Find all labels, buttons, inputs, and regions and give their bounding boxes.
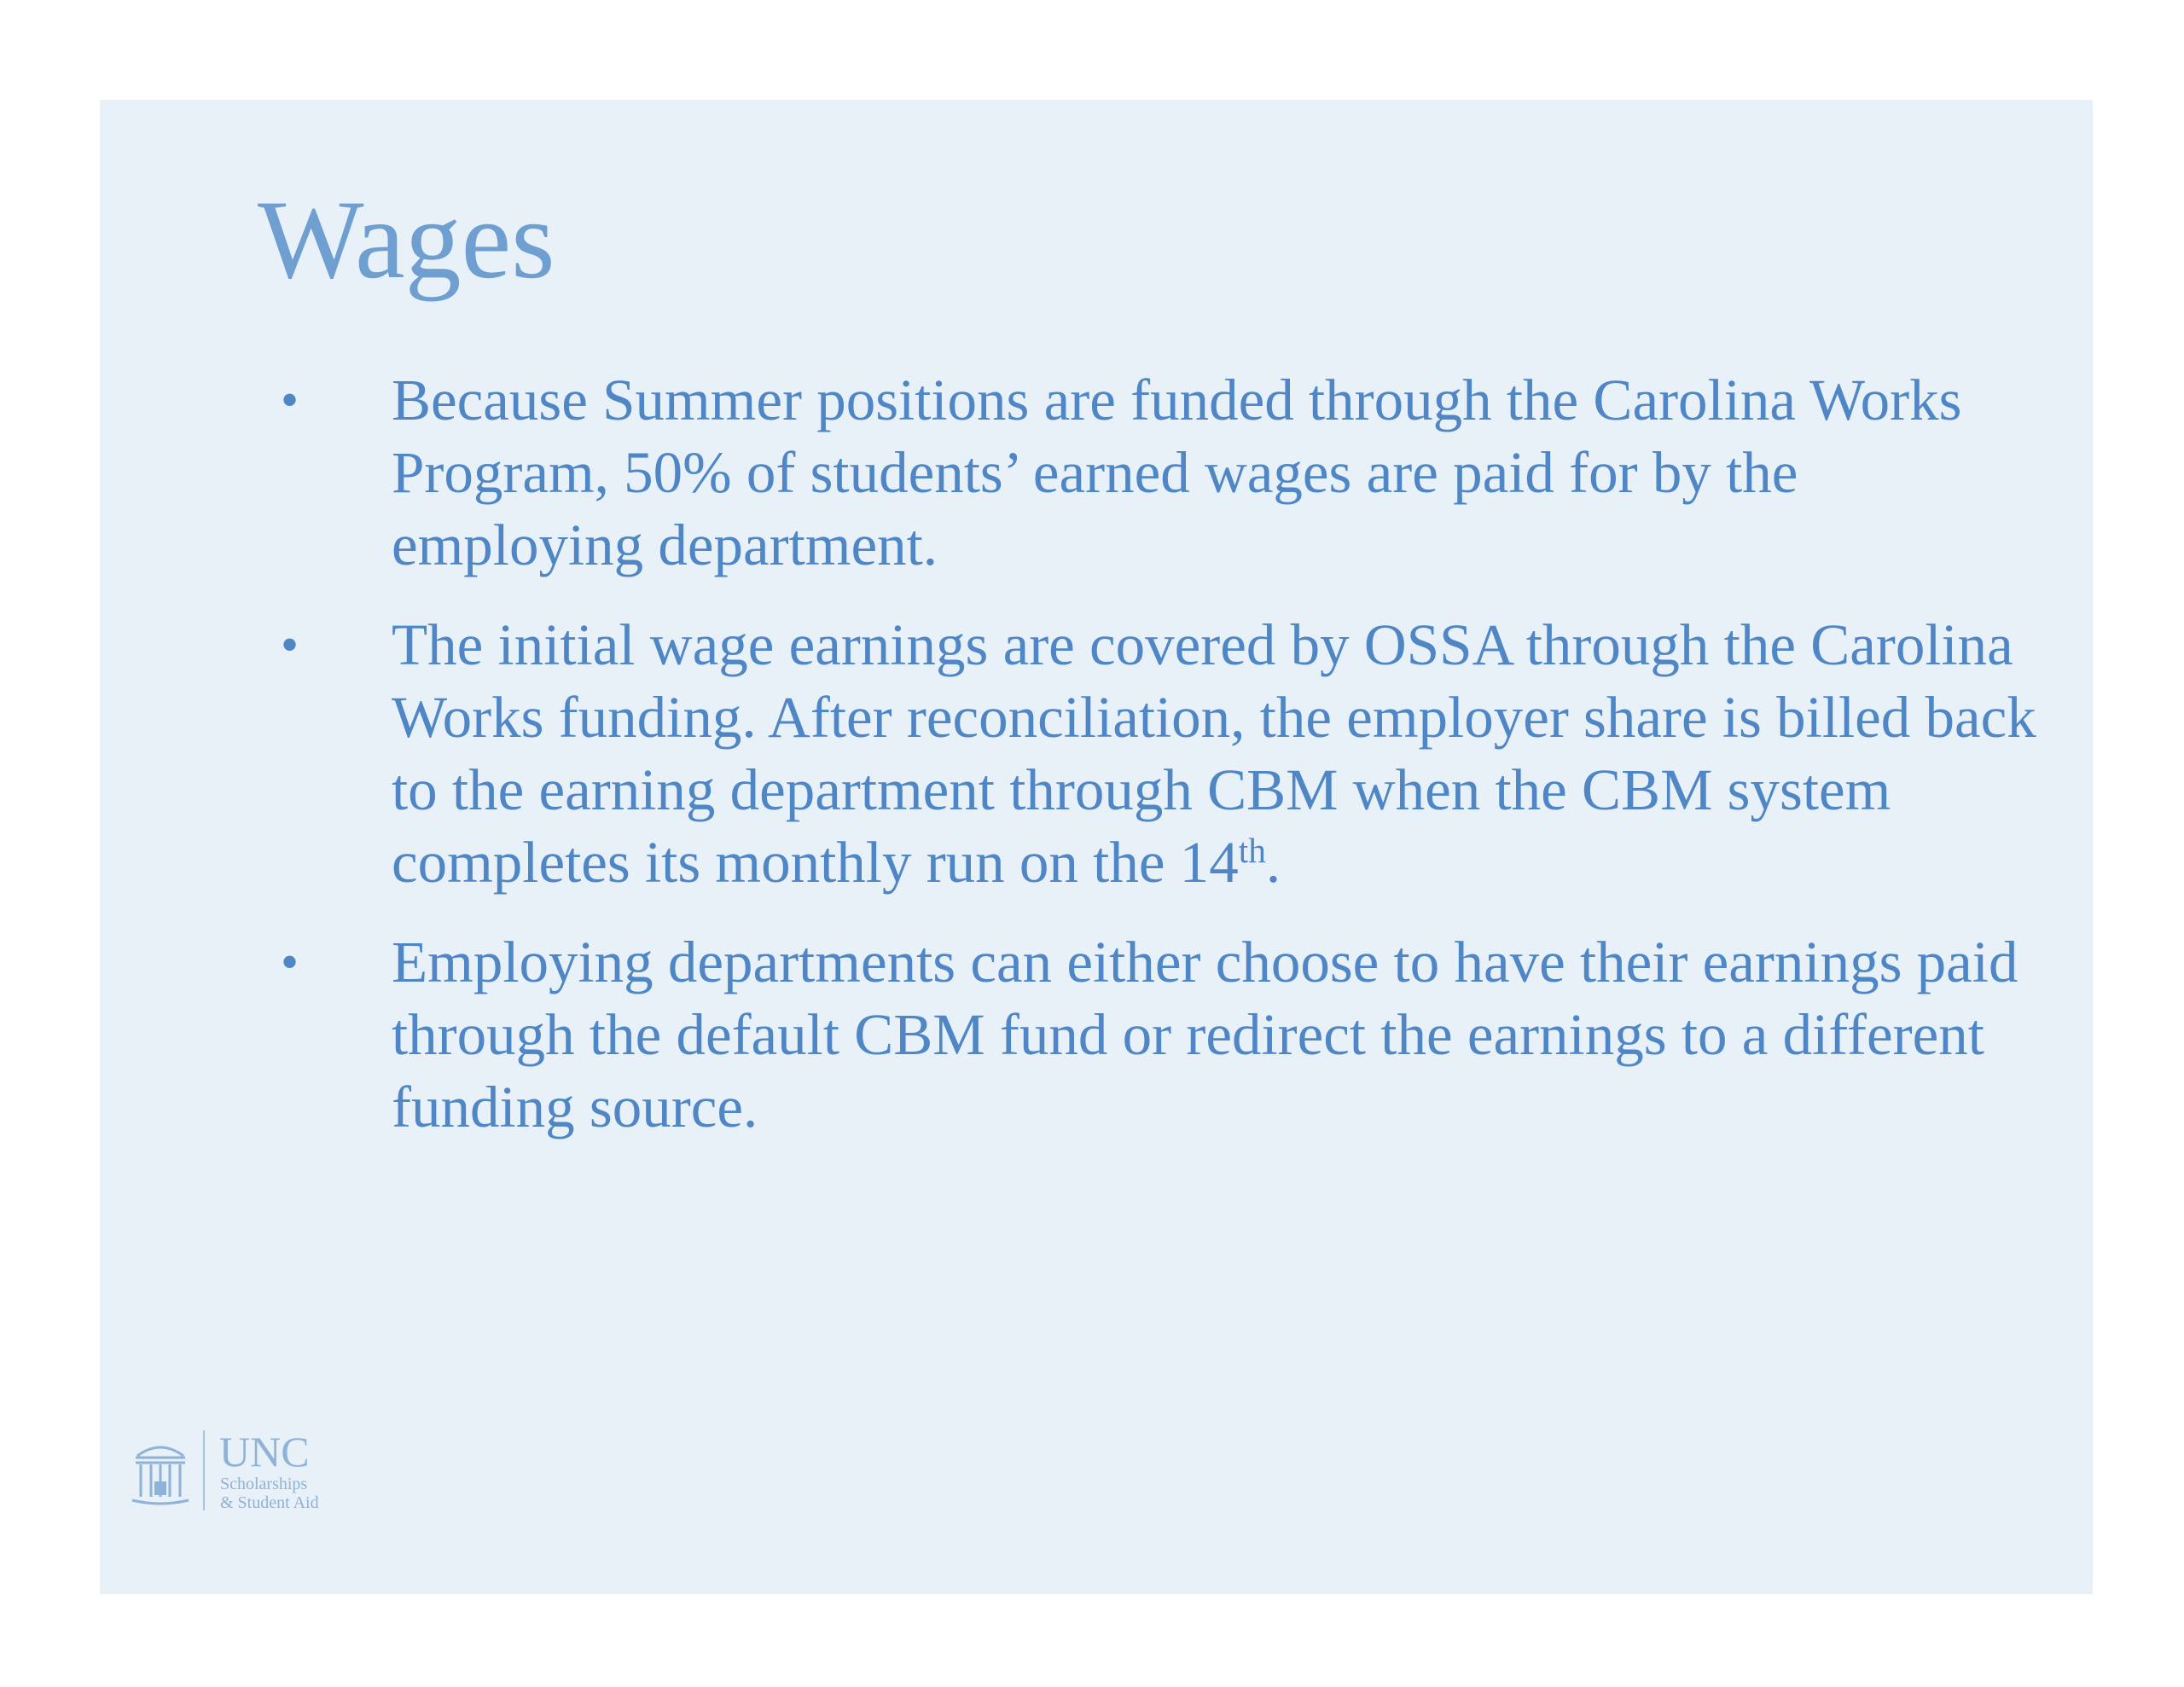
bullet-text-suffix: . <box>1265 830 1281 895</box>
slide-title: Wages <box>258 177 555 302</box>
bullet-list <box>281 364 2064 1171</box>
bullet-text-superscript: th <box>1238 831 1266 871</box>
bullet-text-main: The initial wage earnings are covered by OSSA through the Carolina Works funding. After reconciliation, the employer share is billed back to the earning department through CBM when the CBM system completes its monthly run on the 14 <box>392 612 2036 895</box>
logo-divider <box>203 1430 205 1510</box>
bullet-marker: • <box>281 934 299 990</box>
logo-unc-text: UNC <box>219 1428 310 1475</box>
bullet-item <box>281 364 2064 582</box>
bullet-item <box>281 926 2064 1144</box>
bullet-marker: • <box>281 617 299 673</box>
logo-subtitle-line2: & Student Aid <box>220 1493 319 1512</box>
bullet-text <box>392 612 2036 895</box>
old-well-icon <box>131 1437 190 1507</box>
logo-subtitle-line1: Scholarships <box>220 1475 308 1493</box>
bullet-text: Because Summer positions are funded through the Carolina Works Program, 50% of students’ earned wages are paid for by the employing department. <box>392 368 1962 577</box>
bullet-item <box>281 609 2064 899</box>
slide <box>100 100 2093 1594</box>
bullet-marker: • <box>281 372 299 428</box>
unc-logo <box>131 1430 335 1516</box>
bullet-text: Employing departments can either choose to have their earnings paid through the default CBM fund or redirect the earnings to a different funding source. <box>392 930 2018 1139</box>
